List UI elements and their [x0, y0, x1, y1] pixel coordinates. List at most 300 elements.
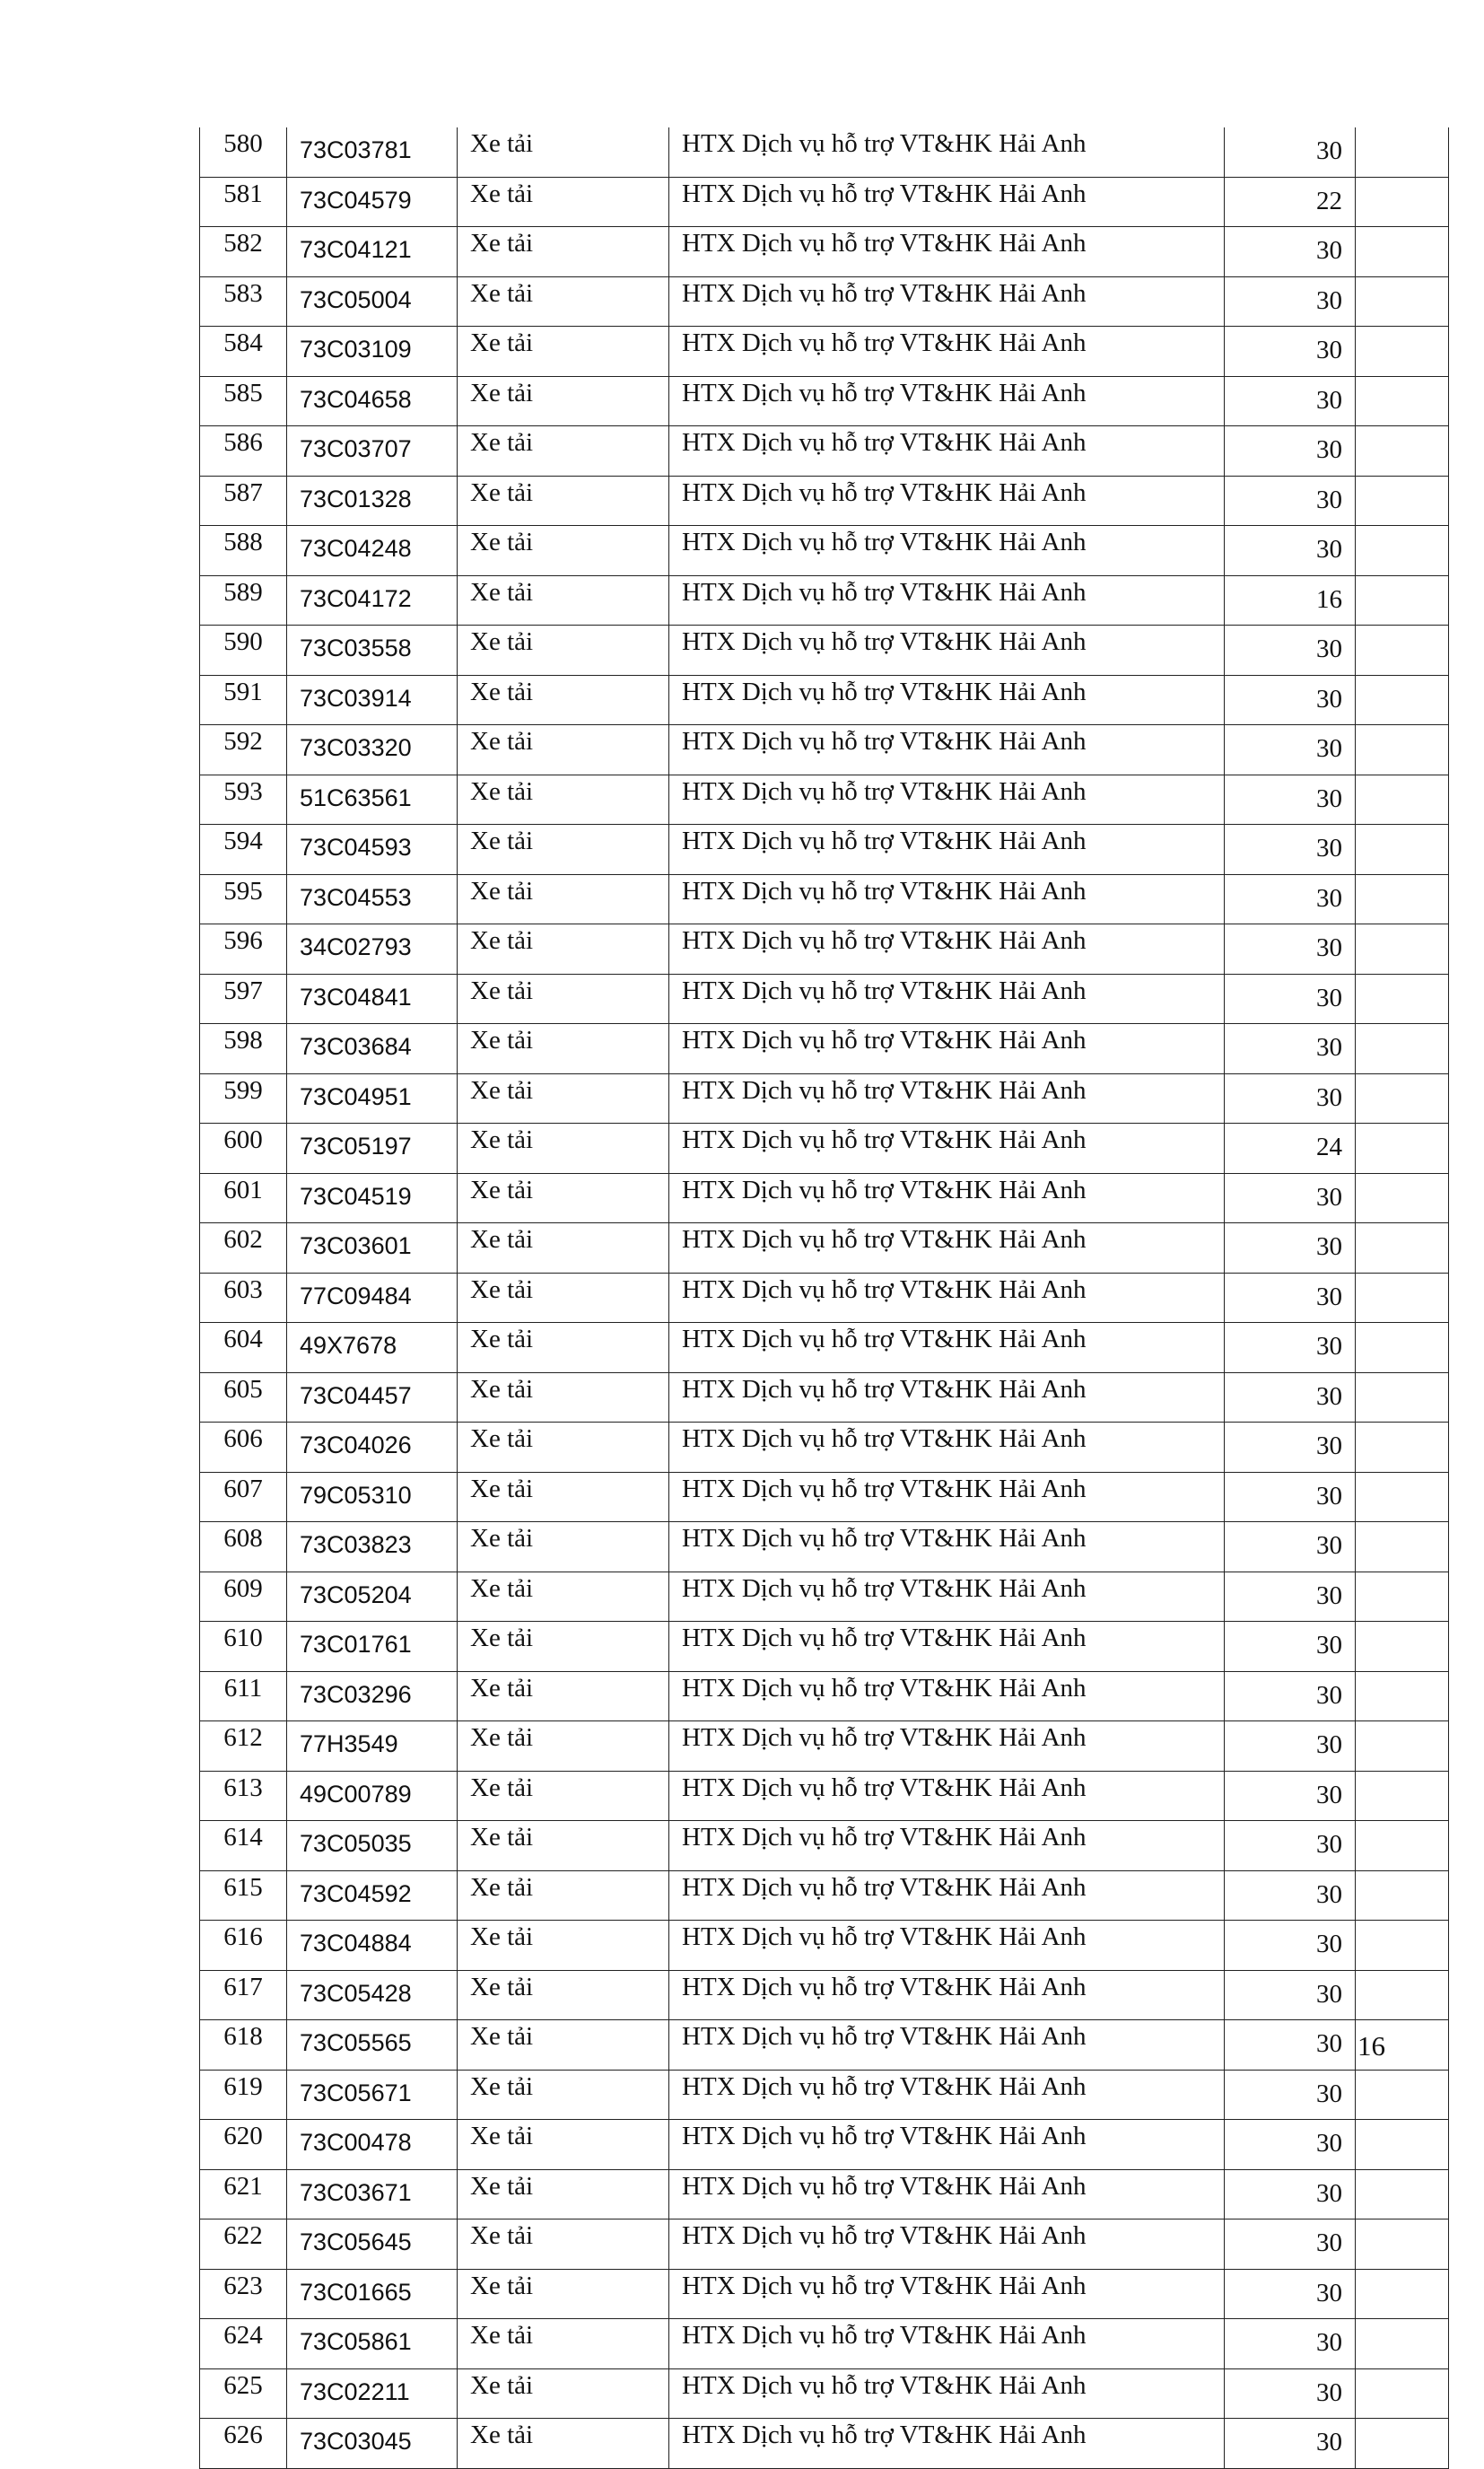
- quantity-cell: 30: [1225, 2020, 1356, 2071]
- license-plate-cell: 49X7678: [287, 1323, 458, 1373]
- row-number-cell: 622: [200, 2219, 287, 2270]
- table-row: [200, 1921, 1449, 1971]
- license-plate-cell: 73C01328: [287, 476, 458, 526]
- vehicle-type-cell: Xe tải: [458, 1721, 669, 1772]
- row-number-cell: 612: [200, 1721, 287, 1772]
- owner-name-cell: HTX Dịch vụ hỗ trợ VT&HK Hải Anh: [669, 1522, 1225, 1572]
- license-plate-cell: 73C04121: [287, 227, 458, 277]
- row-number-cell: 583: [200, 276, 287, 327]
- note-cell: [1356, 127, 1449, 177]
- owner-name-cell: HTX Dịch vụ hỗ trợ VT&HK Hải Anh: [669, 1921, 1225, 1971]
- license-plate-cell: 73C05671: [287, 2070, 458, 2120]
- quantity-cell: 30: [1225, 1970, 1356, 2020]
- vehicle-type-cell: Xe tải: [458, 2169, 669, 2219]
- note-cell: [1356, 1273, 1449, 1323]
- owner-name-cell: HTX Dịch vụ hỗ trợ VT&HK Hải Anh: [669, 1671, 1225, 1721]
- note-cell: [1356, 227, 1449, 277]
- vehicle-type-cell: Xe tải: [458, 1024, 669, 1074]
- license-plate-cell: 73C04553: [287, 874, 458, 924]
- note-cell: [1356, 1671, 1449, 1721]
- owner-name-cell: HTX Dịch vụ hỗ trợ VT&HK Hải Anh: [669, 1721, 1225, 1772]
- table-row: [200, 626, 1449, 676]
- note-cell: [1356, 476, 1449, 526]
- row-number-cell: 617: [200, 1970, 287, 2020]
- vehicle-type-cell: Xe tải: [458, 874, 669, 924]
- row-number-cell: 594: [200, 825, 287, 875]
- note-cell: [1356, 1771, 1449, 1821]
- vehicle-type-cell: Xe tải: [458, 1870, 669, 1921]
- note-cell: [1356, 725, 1449, 775]
- quantity-cell: 30: [1225, 924, 1356, 975]
- table-row: [200, 177, 1449, 227]
- note-cell: [1356, 1721, 1449, 1772]
- vehicle-type-cell: Xe tải: [458, 1124, 669, 1174]
- row-number-cell: 601: [200, 1173, 287, 1223]
- vehicle-type-cell: Xe tải: [458, 2219, 669, 2270]
- license-plate-cell: 73C05428: [287, 1970, 458, 2020]
- table-row: [200, 1024, 1449, 1074]
- table-row: [200, 775, 1449, 825]
- owner-name-cell: HTX Dịch vụ hỗ trợ VT&HK Hải Anh: [669, 376, 1225, 426]
- table-row: [200, 2219, 1449, 2270]
- license-plate-cell: 73C04519: [287, 1173, 458, 1223]
- table-row: [200, 476, 1449, 526]
- row-number-cell: 588: [200, 526, 287, 576]
- owner-name-cell: HTX Dịch vụ hỗ trợ VT&HK Hải Anh: [669, 1771, 1225, 1821]
- note-cell: [1356, 825, 1449, 875]
- owner-name-cell: HTX Dịch vụ hỗ trợ VT&HK Hải Anh: [669, 476, 1225, 526]
- quantity-cell: 30: [1225, 1870, 1356, 1921]
- vehicle-type-cell: Xe tải: [458, 825, 669, 875]
- row-number-cell: 614: [200, 1821, 287, 1871]
- table-row: [200, 1173, 1449, 1223]
- license-plate-cell: 73C01665: [287, 2269, 458, 2319]
- owner-name-cell: HTX Dịch vụ hỗ trợ VT&HK Hải Anh: [669, 725, 1225, 775]
- table-row: [200, 1821, 1449, 1871]
- owner-name-cell: HTX Dịch vụ hỗ trợ VT&HK Hải Anh: [669, 1173, 1225, 1223]
- quantity-cell: 30: [1225, 1073, 1356, 1124]
- owner-name-cell: HTX Dịch vụ hỗ trợ VT&HK Hải Anh: [669, 426, 1225, 477]
- vehicle-type-cell: Xe tải: [458, 2368, 669, 2419]
- vehicle-type-cell: Xe tải: [458, 575, 669, 626]
- vehicle-table: [199, 127, 1449, 2469]
- row-number-cell: 611: [200, 1671, 287, 1721]
- vehicle-type-cell: Xe tải: [458, 1821, 669, 1871]
- license-plate-cell: 73C04579: [287, 177, 458, 227]
- quantity-cell: 30: [1225, 1921, 1356, 1971]
- note-cell: [1356, 1223, 1449, 1274]
- owner-name-cell: HTX Dịch vụ hỗ trợ VT&HK Hải Anh: [669, 1223, 1225, 1274]
- note-cell: [1356, 1173, 1449, 1223]
- quantity-cell: 30: [1225, 1472, 1356, 1522]
- license-plate-cell: 73C03320: [287, 725, 458, 775]
- vehicle-type-cell: Xe tải: [458, 2319, 669, 2369]
- owner-name-cell: HTX Dịch vụ hỗ trợ VT&HK Hải Anh: [669, 1372, 1225, 1423]
- vehicle-type-cell: Xe tải: [458, 526, 669, 576]
- vehicle-type-cell: Xe tải: [458, 426, 669, 477]
- license-plate-cell: 73C05861: [287, 2319, 458, 2369]
- license-plate-cell: 73C05004: [287, 276, 458, 327]
- note-cell: [1356, 1821, 1449, 1871]
- row-number-cell: 587: [200, 476, 287, 526]
- note-cell: [1356, 1423, 1449, 1473]
- quantity-cell: 30: [1225, 2070, 1356, 2120]
- vehicle-type-cell: Xe tải: [458, 276, 669, 327]
- license-plate-cell: 73C03914: [287, 675, 458, 725]
- table-row: [200, 2319, 1449, 2369]
- table-row: [200, 1572, 1449, 1622]
- note-cell: [1356, 2368, 1449, 2419]
- vehicle-type-cell: Xe tải: [458, 1472, 669, 1522]
- row-number-cell: 586: [200, 426, 287, 477]
- license-plate-cell: 73C03823: [287, 1522, 458, 1572]
- vehicle-type-cell: Xe tải: [458, 1522, 669, 1572]
- quantity-cell: 30: [1225, 1372, 1356, 1423]
- vehicle-type-cell: Xe tải: [458, 675, 669, 725]
- row-number-cell: 616: [200, 1921, 287, 1971]
- table-row: [200, 1671, 1449, 1721]
- license-plate-cell: 73C03558: [287, 626, 458, 676]
- quantity-cell: 30: [1225, 974, 1356, 1024]
- vehicle-type-cell: Xe tải: [458, 626, 669, 676]
- note-cell: [1356, 2219, 1449, 2270]
- quantity-cell: 30: [1225, 775, 1356, 825]
- table-row: [200, 2070, 1449, 2120]
- owner-name-cell: HTX Dịch vụ hỗ trợ VT&HK Hải Anh: [669, 1472, 1225, 1522]
- license-plate-cell: 73C04884: [287, 1921, 458, 1971]
- license-plate-cell: 73C04457: [287, 1372, 458, 1423]
- quantity-cell: 30: [1225, 2419, 1356, 2469]
- vehicle-type-cell: Xe tải: [458, 2070, 669, 2120]
- owner-name-cell: HTX Dịch vụ hỗ trợ VT&HK Hải Anh: [669, 177, 1225, 227]
- license-plate-cell: 73C04592: [287, 1870, 458, 1921]
- license-plate-cell: 73C03707: [287, 426, 458, 477]
- note-cell: [1356, 1921, 1449, 1971]
- row-number-cell: 595: [200, 874, 287, 924]
- table-row: [200, 1073, 1449, 1124]
- vehicle-type-cell: Xe tải: [458, 725, 669, 775]
- owner-name-cell: HTX Dịch vụ hỗ trợ VT&HK Hải Anh: [669, 127, 1225, 177]
- table-row: [200, 426, 1449, 477]
- license-plate-cell: 73C04951: [287, 1073, 458, 1124]
- quantity-cell: 30: [1225, 376, 1356, 426]
- vehicle-type-cell: Xe tải: [458, 1921, 669, 1971]
- table-row: [200, 725, 1449, 775]
- table-row: [200, 376, 1449, 426]
- quantity-cell: 30: [1225, 874, 1356, 924]
- page-number: 16: [1357, 2030, 1385, 2062]
- license-plate-cell: 73C03296: [287, 1671, 458, 1721]
- table-row: [200, 825, 1449, 875]
- quantity-cell: 30: [1225, 476, 1356, 526]
- table-row: [200, 924, 1449, 975]
- owner-name-cell: HTX Dịch vụ hỗ trợ VT&HK Hải Anh: [669, 2219, 1225, 2270]
- vehicle-type-cell: Xe tải: [458, 227, 669, 277]
- vehicle-type-cell: Xe tải: [458, 376, 669, 426]
- owner-name-cell: HTX Dịch vụ hỗ trợ VT&HK Hải Anh: [669, 1821, 1225, 1871]
- owner-name-cell: HTX Dịch vụ hỗ trợ VT&HK Hải Anh: [669, 1073, 1225, 1124]
- owner-name-cell: HTX Dịch vụ hỗ trợ VT&HK Hải Anh: [669, 1870, 1225, 1921]
- license-plate-cell: 73C03601: [287, 1223, 458, 1274]
- vehicle-type-cell: Xe tải: [458, 127, 669, 177]
- license-plate-cell: 79C05310: [287, 1472, 458, 1522]
- row-number-cell: 623: [200, 2269, 287, 2319]
- note-cell: [1356, 924, 1449, 975]
- quantity-cell: 24: [1225, 1124, 1356, 1174]
- table-row: [200, 575, 1449, 626]
- license-plate-cell: 73C05645: [287, 2219, 458, 2270]
- note-cell: [1356, 2269, 1449, 2319]
- table-row: [200, 2269, 1449, 2319]
- quantity-cell: 30: [1225, 725, 1356, 775]
- row-number-cell: 615: [200, 1870, 287, 1921]
- quantity-cell: 30: [1225, 1223, 1356, 1274]
- owner-name-cell: HTX Dịch vụ hỗ trợ VT&HK Hải Anh: [669, 1124, 1225, 1174]
- row-number-cell: 613: [200, 1771, 287, 1821]
- license-plate-cell: 73C04026: [287, 1423, 458, 1473]
- table-row: [200, 276, 1449, 327]
- quantity-cell: 22: [1225, 177, 1356, 227]
- quantity-cell: 30: [1225, 1771, 1356, 1821]
- note-cell: [1356, 2070, 1449, 2120]
- owner-name-cell: HTX Dịch vụ hỗ trợ VT&HK Hải Anh: [669, 2120, 1225, 2170]
- row-number-cell: 581: [200, 177, 287, 227]
- license-plate-cell: 73C04172: [287, 575, 458, 626]
- quantity-cell: 30: [1225, 1572, 1356, 1622]
- table-row: [200, 1522, 1449, 1572]
- license-plate-cell: 73C05197: [287, 1124, 458, 1174]
- table-row: [200, 2020, 1449, 2071]
- owner-name-cell: HTX Dịch vụ hỗ trợ VT&HK Hải Anh: [669, 1970, 1225, 2020]
- license-plate-cell: 51C63561: [287, 775, 458, 825]
- quantity-cell: 30: [1225, 2120, 1356, 2170]
- note-cell: [1356, 1124, 1449, 1174]
- quantity-cell: 30: [1225, 1273, 1356, 1323]
- note-cell: [1356, 1970, 1449, 2020]
- license-plate-cell: 73C03781: [287, 127, 458, 177]
- license-plate-cell: 73C05565: [287, 2020, 458, 2071]
- quantity-cell: 30: [1225, 1821, 1356, 1871]
- note-cell: [1356, 376, 1449, 426]
- quantity-cell: 30: [1225, 2219, 1356, 2270]
- vehicle-type-cell: Xe tải: [458, 1173, 669, 1223]
- table-row: [200, 1323, 1449, 1373]
- note-cell: [1356, 327, 1449, 377]
- note-cell: [1356, 974, 1449, 1024]
- table-row: [200, 526, 1449, 576]
- row-number-cell: 582: [200, 227, 287, 277]
- license-plate-cell: 73C04658: [287, 376, 458, 426]
- owner-name-cell: HTX Dịch vụ hỗ trợ VT&HK Hải Anh: [669, 2419, 1225, 2469]
- table-row: [200, 1273, 1449, 1323]
- row-number-cell: 619: [200, 2070, 287, 2120]
- owner-name-cell: HTX Dịch vụ hỗ trợ VT&HK Hải Anh: [669, 2269, 1225, 2319]
- note-cell: [1356, 177, 1449, 227]
- row-number-cell: 610: [200, 1622, 287, 1672]
- note-cell: [1356, 775, 1449, 825]
- license-plate-cell: 73C04248: [287, 526, 458, 576]
- vehicle-table-body: [200, 127, 1449, 2468]
- quantity-cell: 30: [1225, 526, 1356, 576]
- table-row: [200, 1721, 1449, 1772]
- owner-name-cell: HTX Dịch vụ hỗ trợ VT&HK Hải Anh: [669, 1024, 1225, 1074]
- owner-name-cell: HTX Dịch vụ hỗ trợ VT&HK Hải Anh: [669, 974, 1225, 1024]
- license-plate-cell: 73C05035: [287, 1821, 458, 1871]
- owner-name-cell: HTX Dịch vụ hỗ trợ VT&HK Hải Anh: [669, 2319, 1225, 2369]
- vehicle-type-cell: Xe tải: [458, 2419, 669, 2469]
- license-plate-cell: 34C02793: [287, 924, 458, 975]
- quantity-cell: 30: [1225, 227, 1356, 277]
- row-number-cell: 604: [200, 1323, 287, 1373]
- owner-name-cell: HTX Dịch vụ hỗ trợ VT&HK Hải Anh: [669, 575, 1225, 626]
- table-row: [200, 2120, 1449, 2170]
- quantity-cell: 30: [1225, 1423, 1356, 1473]
- note-cell: [1356, 675, 1449, 725]
- quantity-cell: 30: [1225, 1173, 1356, 1223]
- row-number-cell: 626: [200, 2419, 287, 2469]
- quantity-cell: 30: [1225, 2368, 1356, 2419]
- note-cell: [1356, 1472, 1449, 1522]
- table-row: [200, 974, 1449, 1024]
- table-row: [200, 1223, 1449, 1274]
- quantity-cell: 30: [1225, 1671, 1356, 1721]
- table-row: [200, 1771, 1449, 1821]
- owner-name-cell: HTX Dịch vụ hỗ trợ VT&HK Hải Anh: [669, 2070, 1225, 2120]
- row-number-cell: 607: [200, 1472, 287, 1522]
- row-number-cell: 598: [200, 1024, 287, 1074]
- table-row: [200, 1423, 1449, 1473]
- note-cell: [1356, 276, 1449, 327]
- owner-name-cell: HTX Dịch vụ hỗ trợ VT&HK Hải Anh: [669, 526, 1225, 576]
- quantity-cell: 30: [1225, 2169, 1356, 2219]
- vehicle-type-cell: Xe tải: [458, 924, 669, 975]
- license-plate-cell: 73C04593: [287, 825, 458, 875]
- row-number-cell: 603: [200, 1273, 287, 1323]
- quantity-cell: 30: [1225, 1323, 1356, 1373]
- vehicle-type-cell: Xe tải: [458, 177, 669, 227]
- license-plate-cell: 73C03109: [287, 327, 458, 377]
- owner-name-cell: HTX Dịch vụ hỗ trợ VT&HK Hải Anh: [669, 2368, 1225, 2419]
- owner-name-cell: HTX Dịch vụ hỗ trợ VT&HK Hải Anh: [669, 1572, 1225, 1622]
- note-cell: [1356, 2120, 1449, 2170]
- vehicle-type-cell: Xe tải: [458, 1073, 669, 1124]
- note-cell: [1356, 874, 1449, 924]
- owner-name-cell: HTX Dịch vụ hỗ trợ VT&HK Hải Anh: [669, 1273, 1225, 1323]
- note-cell: [1356, 1622, 1449, 1672]
- row-number-cell: 605: [200, 1372, 287, 1423]
- license-plate-cell: 73C05204: [287, 1572, 458, 1622]
- row-number-cell: 606: [200, 1423, 287, 1473]
- note-cell: [1356, 1372, 1449, 1423]
- vehicle-type-cell: Xe tải: [458, 327, 669, 377]
- license-plate-cell: 73C00478: [287, 2120, 458, 2170]
- quantity-cell: 30: [1225, 825, 1356, 875]
- owner-name-cell: HTX Dịch vụ hỗ trợ VT&HK Hải Anh: [669, 675, 1225, 725]
- row-number-cell: 584: [200, 327, 287, 377]
- row-number-cell: 597: [200, 974, 287, 1024]
- table-row: [200, 227, 1449, 277]
- row-number-cell: 621: [200, 2169, 287, 2219]
- row-number-cell: 620: [200, 2120, 287, 2170]
- quantity-cell: 30: [1225, 2269, 1356, 2319]
- owner-name-cell: HTX Dịch vụ hỗ trợ VT&HK Hải Anh: [669, 1323, 1225, 1373]
- vehicle-type-cell: Xe tải: [458, 1323, 669, 1373]
- quantity-cell: 30: [1225, 426, 1356, 477]
- row-number-cell: 593: [200, 775, 287, 825]
- row-number-cell: 600: [200, 1124, 287, 1174]
- note-cell: [1356, 2319, 1449, 2369]
- owner-name-cell: HTX Dịch vụ hỗ trợ VT&HK Hải Anh: [669, 874, 1225, 924]
- table-row: [200, 127, 1449, 177]
- license-plate-cell: 77H3549: [287, 1721, 458, 1772]
- quantity-cell: 16: [1225, 575, 1356, 626]
- row-number-cell: 618: [200, 2020, 287, 2071]
- vehicle-type-cell: Xe tải: [458, 775, 669, 825]
- table-row: [200, 1124, 1449, 1174]
- owner-name-cell: HTX Dịch vụ hỗ trợ VT&HK Hải Anh: [669, 775, 1225, 825]
- row-number-cell: 590: [200, 626, 287, 676]
- license-plate-cell: 73C03671: [287, 2169, 458, 2219]
- note-cell: [1356, 1572, 1449, 1622]
- table-row: [200, 675, 1449, 725]
- license-plate-cell: 77C09484: [287, 1273, 458, 1323]
- row-number-cell: 608: [200, 1522, 287, 1572]
- quantity-cell: 30: [1225, 127, 1356, 177]
- vehicle-type-cell: Xe tải: [458, 476, 669, 526]
- vehicle-type-cell: Xe tải: [458, 1223, 669, 1274]
- license-plate-cell: 73C02211: [287, 2368, 458, 2419]
- vehicle-type-cell: Xe tải: [458, 1622, 669, 1672]
- row-number-cell: 609: [200, 1572, 287, 1622]
- note-cell: [1356, 1073, 1449, 1124]
- owner-name-cell: HTX Dịch vụ hỗ trợ VT&HK Hải Anh: [669, 825, 1225, 875]
- table-row: [200, 2169, 1449, 2219]
- table-row: [200, 327, 1449, 377]
- row-number-cell: 625: [200, 2368, 287, 2419]
- note-cell: [1356, 2419, 1449, 2469]
- license-plate-cell: 49C00789: [287, 1771, 458, 1821]
- license-plate-cell: 73C04841: [287, 974, 458, 1024]
- vehicle-type-cell: Xe tải: [458, 2269, 669, 2319]
- vehicle-type-cell: Xe tải: [458, 974, 669, 1024]
- table-row: [200, 1970, 1449, 2020]
- vehicle-type-cell: Xe tải: [458, 1372, 669, 1423]
- note-cell: [1356, 1522, 1449, 1572]
- row-number-cell: 596: [200, 924, 287, 975]
- owner-name-cell: HTX Dịch vụ hỗ trợ VT&HK Hải Anh: [669, 1423, 1225, 1473]
- owner-name-cell: HTX Dịch vụ hỗ trợ VT&HK Hải Anh: [669, 924, 1225, 975]
- quantity-cell: 30: [1225, 675, 1356, 725]
- note-cell: [1356, 626, 1449, 676]
- row-number-cell: 624: [200, 2319, 287, 2369]
- table-row: [200, 874, 1449, 924]
- vehicle-type-cell: Xe tải: [458, 2020, 669, 2071]
- table-row: [200, 2368, 1449, 2419]
- quantity-cell: 30: [1225, 2319, 1356, 2369]
- license-plate-cell: 73C03684: [287, 1024, 458, 1074]
- quantity-cell: 30: [1225, 327, 1356, 377]
- owner-name-cell: HTX Dịch vụ hỗ trợ VT&HK Hải Anh: [669, 227, 1225, 277]
- quantity-cell: 30: [1225, 1024, 1356, 1074]
- quantity-cell: 30: [1225, 276, 1356, 327]
- note-cell: [1356, 526, 1449, 576]
- note-cell: [1356, 2169, 1449, 2219]
- row-number-cell: 602: [200, 1223, 287, 1274]
- row-number-cell: 580: [200, 127, 287, 177]
- row-number-cell: 599: [200, 1073, 287, 1124]
- owner-name-cell: HTX Dịch vụ hỗ trợ VT&HK Hải Anh: [669, 327, 1225, 377]
- note-cell: [1356, 426, 1449, 477]
